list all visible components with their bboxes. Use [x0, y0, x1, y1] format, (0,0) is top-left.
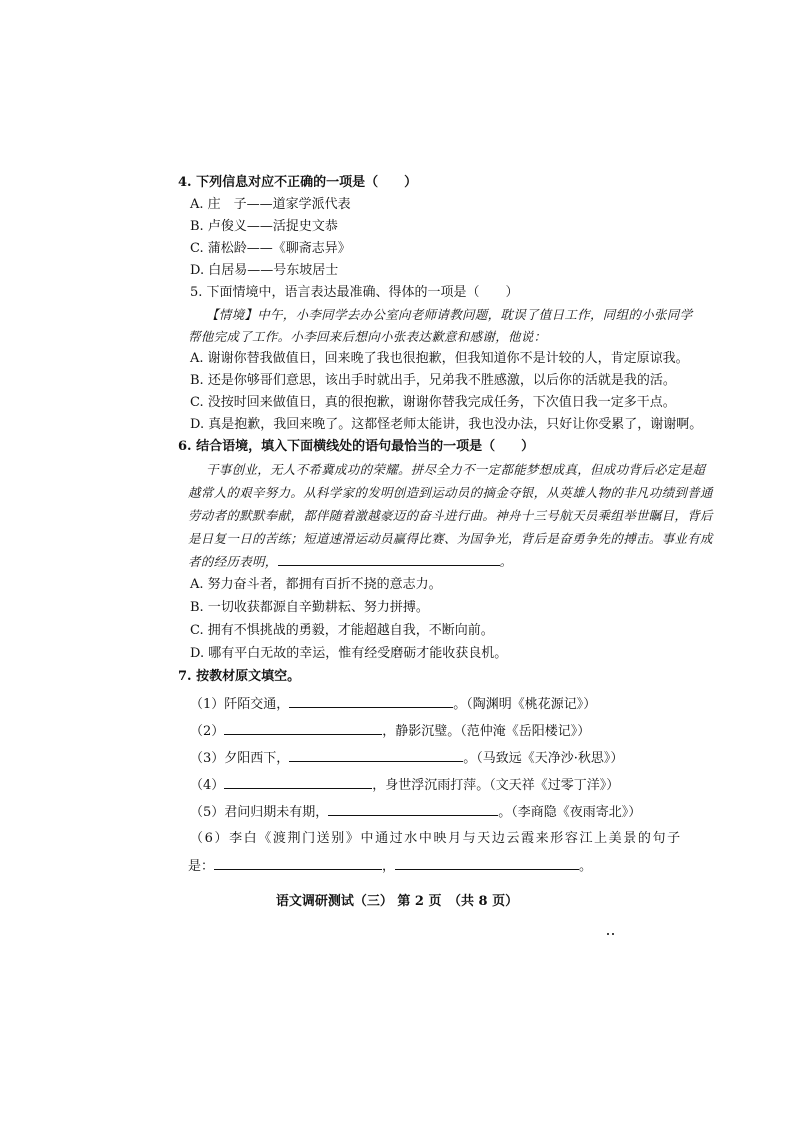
question-7-item-5	[190, 803, 641, 822]
page-footer: 语文调研测试（三） 第 2 页 （共 8 页）	[275, 894, 519, 909]
item-3-prefix: （3）夕阳西下，	[190, 751, 290, 766]
question-6-passage-line-4: 是日复一日的苦练；短道速滑运动员赢得比赛、为国争光，背后是奋勇争先的搏击。事业有成	[188, 531, 713, 546]
item-1-answer-blank[interactable]	[289, 695, 453, 708]
question-7-stem: 7. 按教材原文填空。	[178, 669, 301, 684]
question-7-item-4	[190, 776, 619, 795]
question-6-passage-suffix: 。	[499, 554, 513, 569]
question-5-scenario-line-2: 帮他完成了工作。小李回来后想向小张表达歉意和感谢，他说：	[188, 329, 547, 344]
item-6-answer-blank-1[interactable]	[214, 857, 382, 870]
question-6-stem: 6. 结合语境，填入下面横线处的语句最恰当的一项是（ ）	[178, 439, 535, 454]
question-5-option-b: B. 还是你够哥们意思，该出手时就出手，兄弟我不胜感激，以后你的活就是我的活。	[190, 373, 676, 388]
question-7-item-6-prompt: （6）李白《渡荆门送别》中通过水中映月与天边云霞来形容江上美景的句子	[190, 831, 682, 846]
question-7-item-6-answer	[188, 857, 592, 876]
item-6-answer-blank-2[interactable]	[395, 857, 579, 870]
question-4-option-c: C. 蒲松龄——《聊斋志异》	[190, 241, 351, 256]
item-2-answer-blank[interactable]	[224, 722, 382, 735]
item-3-source: 。（马致远《天净沙·秋思》）	[463, 751, 624, 766]
item-2-prefix: （2）	[190, 724, 225, 739]
item-5-source: 。（李商隐《夜雨寄北》）	[498, 805, 642, 820]
scan-speck	[607, 933, 609, 935]
question-5-option-c: C. 没按时回来做值日，真的很抱歉，谢谢你替我完成任务，下次值日我一定多干点。	[190, 395, 676, 410]
question-4-option-b: B. 卢俊义——活捉史文恭	[190, 219, 338, 234]
question-6-option-d: D. 哪有平白无故的幸运，惟有经受磨砺才能收获良机。	[190, 646, 508, 661]
question-7-item-3	[190, 749, 623, 768]
item-6-suffix: 。	[579, 859, 593, 874]
item-2-source: ，静影沉璧。（范仲淹《岳阳楼记》）	[382, 724, 591, 739]
question-5-scenario-line-1: 【情境】中午，小李同学去办公室向老师请教问题，耽误了值日工作，同组的小张同学	[206, 307, 693, 322]
item-1-prefix: （1）阡陌交通，	[190, 697, 290, 712]
question-6-passage-line-1: 干事创业，无人不希冀成功的荣耀。拼尽全力不一定都能梦想成真，但成功背后必定是超	[206, 462, 706, 477]
question-6-passage-line-5	[188, 553, 512, 571]
question-6-passage-prefix: 者的经历表明，	[188, 554, 278, 569]
item-4-source: ，身世浮沉雨打萍。（文天祥《过零丁洋》）	[372, 778, 620, 793]
question-5-stem: 5. 下面情境中，语言表达最准确、得体的一项是（ ）	[190, 285, 519, 300]
question-6-answer-blank[interactable]	[278, 553, 500, 566]
question-6-option-c: C. 拥有不惧挑战的勇毅，才能超越自我，不断向前。	[190, 623, 494, 638]
question-6-option-b: B. 一切收获都源自辛勤耕耘、努力拼搏。	[190, 600, 429, 615]
item-5-prefix: （5）君问归期未有期，	[190, 805, 329, 820]
item-4-answer-blank[interactable]	[224, 776, 372, 789]
question-7-item-2	[190, 722, 590, 741]
question-4-stem: 4. 下列信息对应不正确的一项是（ ）	[178, 175, 418, 190]
question-6-passage-line-3: 劳动者的默默奉献，都伴随着激越豪迈的奋斗进行曲。神舟十三号航天员乘组举世瞩目，背后	[188, 508, 713, 523]
question-4-option-a: A. 庄 子——道家学派代表	[190, 197, 351, 212]
question-6-option-a: A. 努力奋斗者，都拥有百折不挠的意志力。	[190, 577, 442, 592]
item-3-answer-blank[interactable]	[289, 749, 463, 762]
question-7-item-1	[190, 695, 596, 714]
item-6-prefix: 是：	[188, 859, 215, 874]
item-4-prefix: （4）	[190, 778, 225, 793]
item-5-answer-blank[interactable]	[328, 803, 498, 816]
question-5-option-d: D. 真是抱歉，我回来晚了。这都怪老师太能讲，我也没办法，只好让你受累了，谢谢啊。	[190, 417, 703, 432]
question-5-option-a: A. 谢谢你替我做值日，回来晚了我也很抱歉，但我知道你不是计较的人，肯定原谅我。	[190, 351, 689, 366]
question-4-option-d: D. 白居易——号东坡居士	[190, 263, 339, 278]
item-6-separator: ，	[382, 859, 396, 874]
item-1-source: 。（陶渊明《桃花源记》）	[453, 697, 597, 712]
scan-speck	[612, 933, 614, 935]
question-6-passage-line-2: 越常人的艰辛努力。从科学家的发明创造到运动员的摘金夺银，从英雄人物的非凡功绩到普通	[188, 485, 713, 500]
